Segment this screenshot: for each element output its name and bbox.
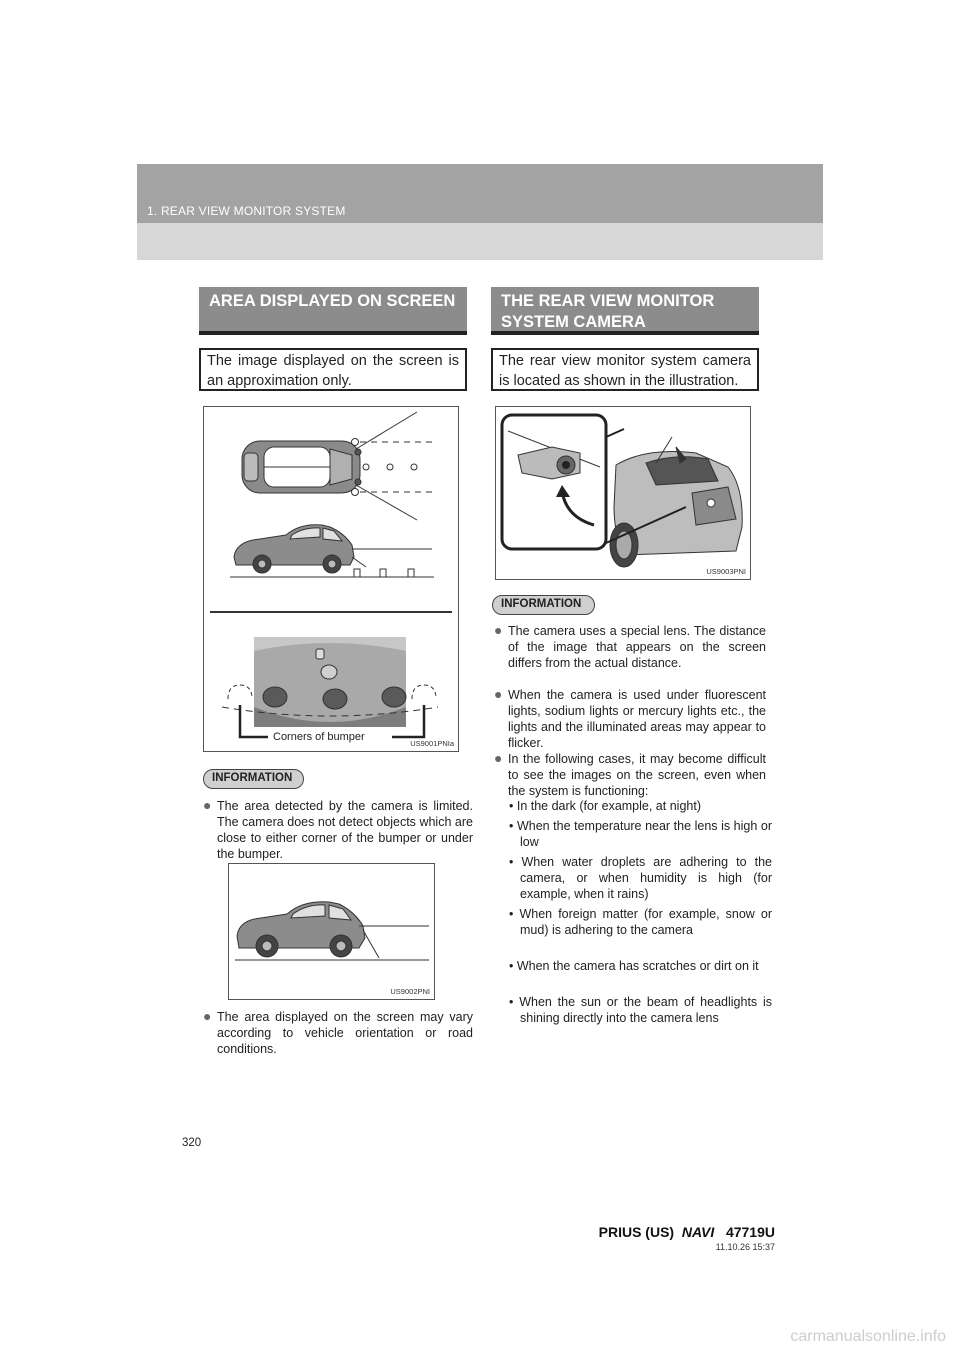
header-top-bar	[137, 164, 823, 223]
right-bullet: ● When the camera is used under fluorescent lights, sodium lights or mercury lights etc., the lights and the illuminated areas may appear to flicker.	[494, 686, 766, 750]
watermark: carmanualsonline.info	[790, 1328, 946, 1345]
camera-range-illustration	[229, 864, 434, 999]
condition-item: • When the sun or the beam of headlights is shining directly into the camera lens	[509, 995, 772, 1025]
bullet-dot-icon: ●	[494, 622, 503, 638]
right-bullet: ● The camera uses a special lens. The distance of the image that appears on the screen differs from the actual distance.	[494, 622, 766, 670]
condition-item: • When water droplets are adhering to the camera, or when humidity is high (for example, when it rains)	[509, 855, 772, 901]
figure-camera-location	[495, 406, 751, 580]
area-diagram-illustration	[204, 407, 458, 751]
area-displayed-intro: The image displayed on the screen is an approximation only.	[199, 348, 467, 391]
figure-code: US9002PNI	[390, 987, 430, 996]
bullet-dot-icon: ●	[203, 797, 212, 813]
camera-title: THE REAR VIEW MONITOR SYSTEM CAMERA	[491, 287, 759, 335]
header-band	[137, 164, 823, 260]
footer-timestamp: 11.10.26 15:37	[715, 1242, 775, 1252]
bullet-dot-icon: ●	[203, 1008, 212, 1024]
figure-area-displayed	[203, 406, 459, 752]
bullet-dot-icon: ●	[494, 750, 503, 766]
header-bottom-bar	[137, 223, 823, 260]
section-heading: 1. REAR VIEW MONITOR SYSTEM	[147, 204, 346, 218]
condition-item: • When the camera has scratches or dirt on it	[509, 959, 759, 973]
figure-code: US9001PNIa	[410, 739, 454, 748]
left-bullet: ● The area detected by the camera is limited. The camera does not detect objects which are close to either corner of the bumper or under the bumper.	[203, 797, 473, 861]
camera-location-illustration	[496, 407, 750, 579]
figure-code: US9003PNI	[706, 567, 746, 576]
right-bullet: ● In the following cases, it may become difficult to see the images on the screen, even when the system is functioning:	[494, 750, 766, 798]
page-number: 320	[182, 1137, 202, 1149]
footer	[599, 1224, 775, 1252]
bullet-dot-icon: ●	[494, 686, 503, 702]
area-displayed-title: AREA DISPLAYED ON SCREEN	[199, 287, 467, 335]
left-bullet: ● The area displayed on the screen may vary according to vehicle orientation or road conditions.	[203, 1008, 473, 1056]
condition-item: • When the temperature near the lens is high or low	[509, 819, 772, 849]
corners-of-bumper-label: Corners of bumper	[270, 731, 368, 743]
footer-model-line: PRIUS (US) NAVI 47719U	[598, 1224, 775, 1240]
information-badge: INFORMATION	[203, 769, 304, 789]
figure-camera-range	[228, 863, 435, 1000]
information-badge: INFORMATION	[492, 595, 595, 615]
condition-item: • In the dark (for example, at night)	[509, 799, 701, 813]
camera-intro: The rear view monitor system camera is located as shown in the illustration.	[491, 348, 759, 391]
condition-item: • When foreign matter (for example, snow or mud) is adhering to the camera	[509, 907, 773, 937]
